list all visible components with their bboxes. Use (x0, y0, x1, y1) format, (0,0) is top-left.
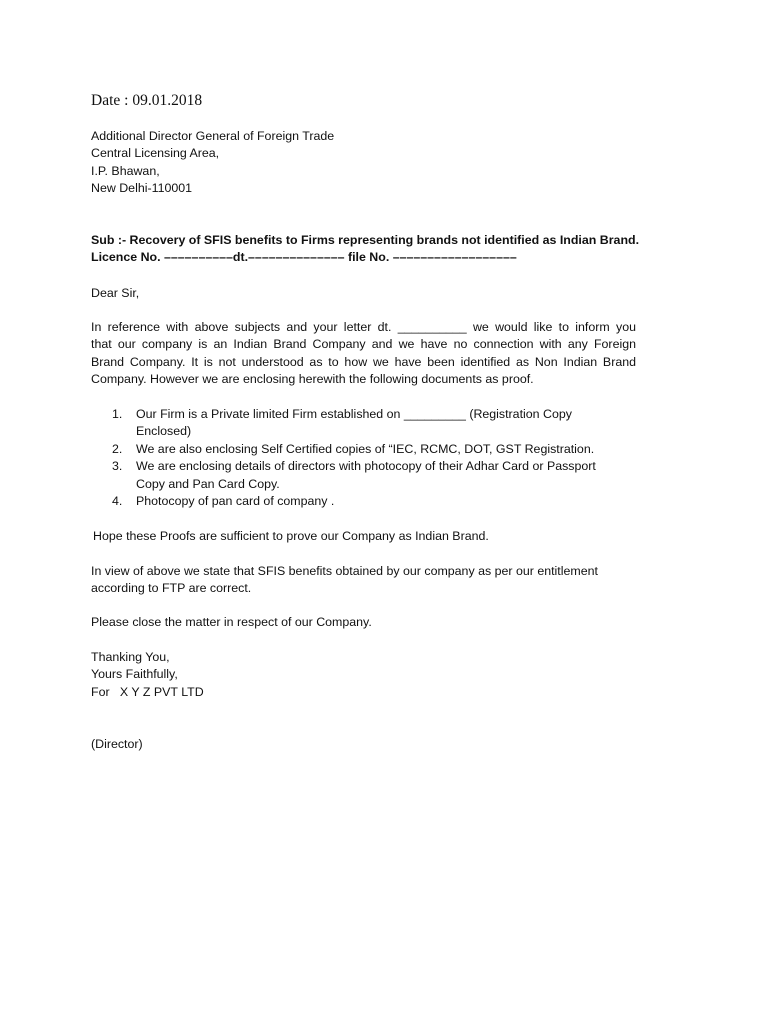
list-text: We are enclosing details of directors with photocopy of their Adhar Card or Passport (136, 459, 596, 474)
list-number: 2. (112, 441, 123, 456)
letter-date: Date : 09.01.2018 (91, 92, 203, 109)
closing-block (91, 649, 636, 701)
list-text: Our Firm is a Private limited Firm established on _________ (Registration Copy (136, 407, 572, 421)
hope-paragraph: Hope these Proofs are sufficient to prove our Company as Indian Brand. (93, 529, 489, 543)
list-text: We are also enclosing Self Certified copies of “IEC, RCMC, DOT, GST Registration. (136, 441, 595, 456)
salutation: Dear Sir, (91, 286, 140, 300)
list-item (91, 441, 636, 458)
paragraph-line: Company. However we are enclosing herewith the following documents as proof. (91, 372, 534, 387)
list-item (91, 406, 636, 441)
subject-line: Sub :- Recovery of SFIS benefits to Firms representing brands not identified as Indian Brand. (91, 233, 640, 247)
paragraph-line: Brand Company. It is not understood as to how we have been identified as Non Indian Brand (91, 354, 636, 369)
signatory: (Director) (91, 737, 143, 751)
paragraph-line: that our company is an Indian Brand Company and we have no connection with any Foreign (91, 337, 636, 352)
recipient-address (91, 128, 636, 198)
paragraph-line: In reference with above subjects and your letter dt. __________ we would like to inform you (91, 320, 636, 334)
closing-line: Thanking You, (91, 650, 170, 664)
documents-list (91, 406, 636, 510)
address-line: Central Licensing Area, (91, 146, 220, 161)
address-line: New Delhi-110001 (91, 181, 193, 196)
list-number: 3. (112, 459, 123, 474)
list-item (91, 458, 636, 493)
view-paragraph (91, 563, 636, 598)
list-text: Copy and Pan Card Copy. (136, 476, 280, 491)
closing-line: Yours Faithfully, (91, 667, 178, 682)
body-paragraph (91, 319, 636, 389)
list-text: Enclosed) (136, 424, 192, 439)
address-line: I.P. Bhawan, (91, 163, 160, 178)
paragraph-line: according to FTP are correct. (91, 581, 252, 596)
paragraph-line: In view of above we state that SFIS benefits obtained by our company as per our entitlement (91, 564, 598, 578)
list-text: Photocopy of pan card of company . (136, 494, 335, 509)
list-number: 4. (112, 494, 123, 509)
licence-line: Licence No. ––––––––––dt.–––––––––––––– file No. –––––––––––––––––– (91, 250, 517, 265)
list-number: 1. (112, 407, 123, 421)
list-item (91, 493, 636, 510)
close-request: Please close the matter in respect of our Company. (91, 615, 372, 629)
address-line: Additional Director General of Foreign Trade (91, 129, 335, 143)
subject-block (91, 232, 640, 267)
company-line: For X Y Z PVT LTD (91, 684, 204, 699)
